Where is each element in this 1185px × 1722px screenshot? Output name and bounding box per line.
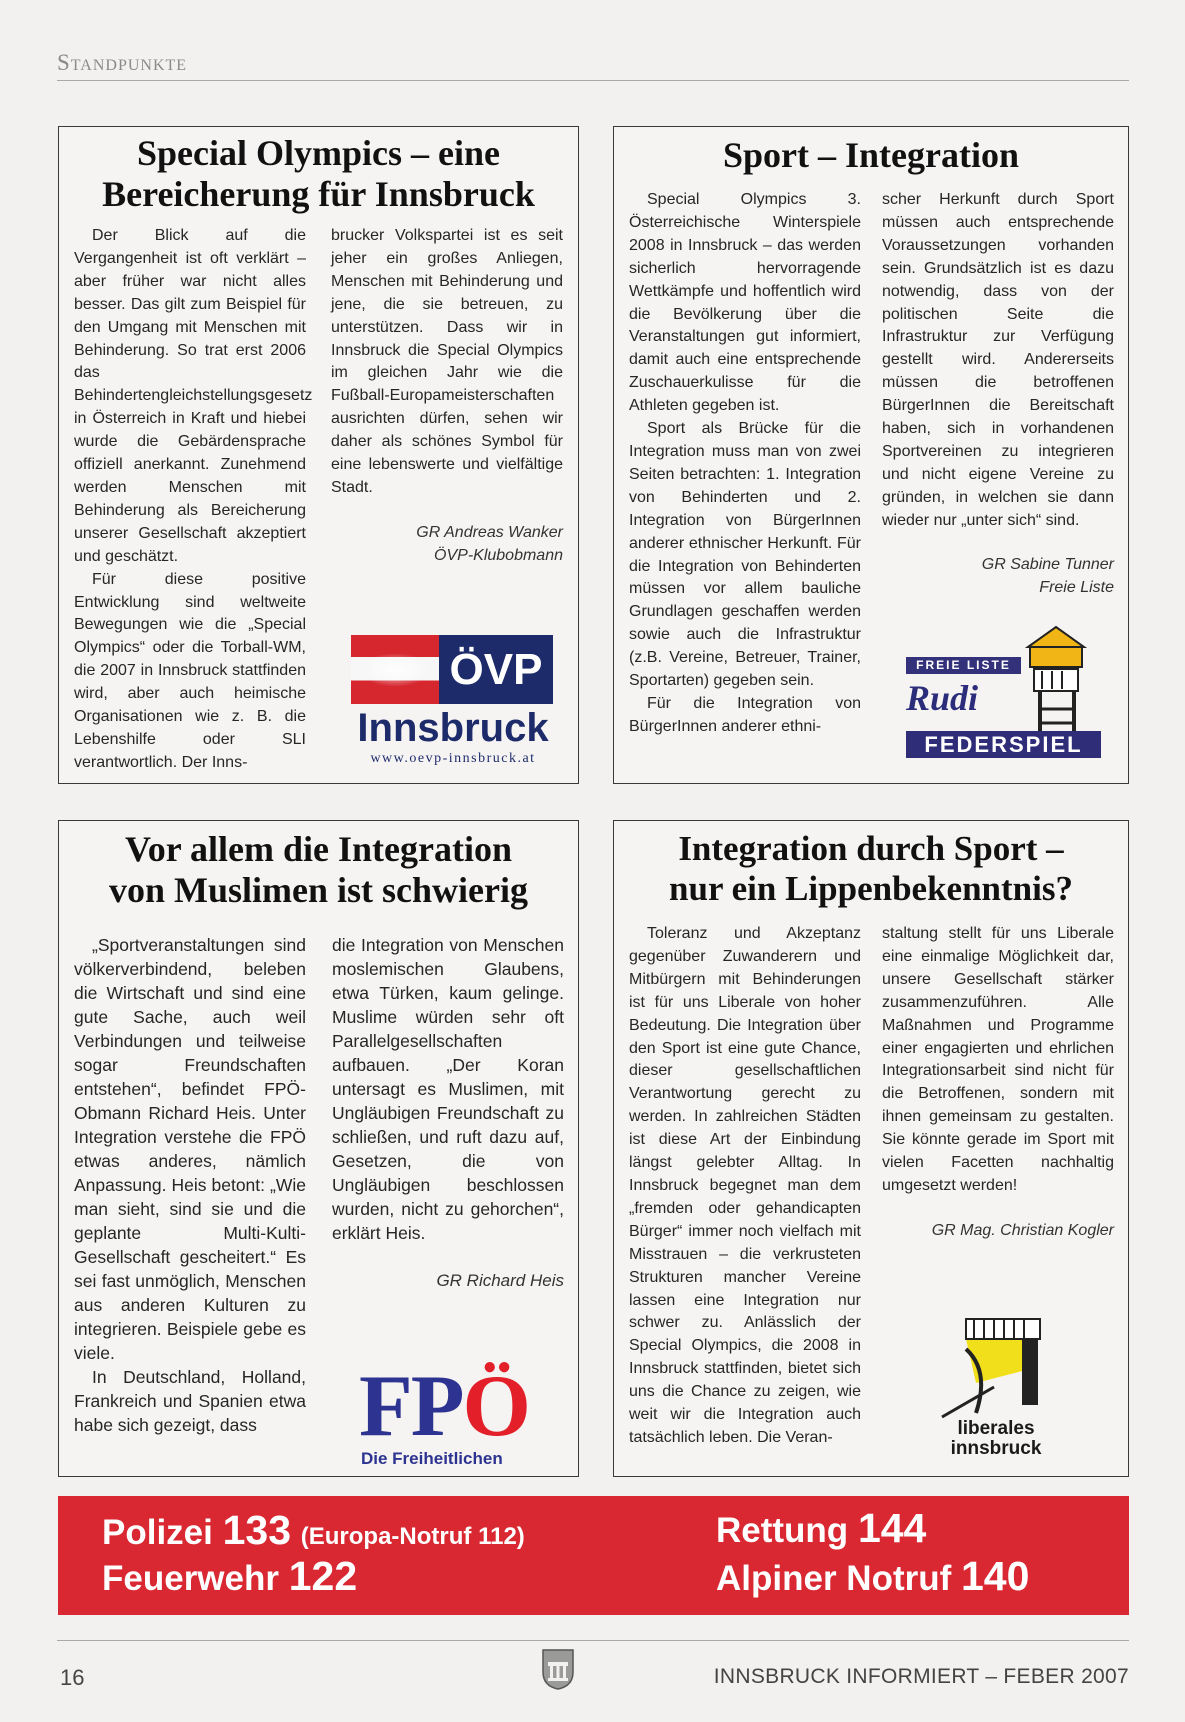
article-freie-liste (613, 126, 1129, 784)
article-fpoe-signature: GR Richard Heis (436, 1271, 564, 1290)
article-liberales-col2: staltung stellt für uns Liberale eine einmalige Möglichkeit dar, unsere Gesellschaft stärker zusammenzuführen. Alle Maßnahmen und Programme einer engagierten und ehrlichen Integrationsarbeit sind nicht für die Betroffenen, sondern mit ihnen gemeinsam zu gestalten. Sie könnte gerade im Sport mit vielen Facetten nachhaltig umgesetzt werden! (882, 925, 1114, 1194)
article-liberales-col1: Toleranz und Akzeptanz gegenüber Zuwanderern und Mitbürgern mit Behinderungen ist für uns Liberale von hoher Bedeutung. Die Integration über den Sport ist eine gute Chance, dieser gesellschaftlichen Verantwortung gerecht zu werden. In zahlreichen Städten ist diese Art der Einbindung längst gelebter Alltag. In Innsbruck begegnet man dem „fremden oder gehandicapten Bürger“ immer noch vielfach mit Misstrauen – die verkrusteten Strukturen mancher Vereine lassen eine Integration nur schwer zu. Anlässlich der Special Olympics, die 2008 in Innsbruck stattfinden, bietet sich uns die Chance zu zeigen, wie weit wir die Integration auch tatsächlich leben. Die Veran- (629, 925, 861, 1446)
article-liberales-title: Integration durch Sport – nur ein Lippenbekenntnis? (669, 829, 1073, 908)
article-liberales-signature: GR Mag. Christian Kogler (931, 1222, 1114, 1239)
article-freie-liste-col1: Special Olympics 3. Österreichische Winterspiele 2008 in Innsbruck – das werden sicherlich hervorragende Wettkämpfe und hoffentlich wird die Bevölkerung über die Veranstaltungen gut informiert, damit auch eine entsprechende Zuschauerkulisse für die Athleten gegeben ist. Sport als Brücke für die Integration muss man von zwei Seiten betrachten: 1. Integration von Behinderten und 2. Integration von BürgerInnen anderer ethnischer Herkunft. Für die Integration von Behinderten müssen vor allem bauliche Grundlagen geschaffen werden sowie auch die Infrastruktur (z.B. Vereine, Betreuer, Trainer, Sportarten) gegeben sein. Für die Integration von BürgerInnen anderer ethni- (629, 191, 861, 735)
article-freie-liste-signature: GR Sabine Tunner Freie Liste (981, 556, 1114, 596)
article-fpoe-col1: „Sportveranstaltungen sind völkerverbindend, beleben die Wirtschaft und sind eine gute Sache, auch weil Verbindungen und teilweise sogar Freundschaften entstehen“, befindet FPÖ-Obmann Richard Heis. Unter Integration verstehe die FPÖ etwas anderes, nämlich Anpassung. Heis betont: „Wie man sieht, sind sie und die geplante Multi-Kulti-Gesellschaft gescheitert.“ Es sei fast unmöglich, Menschen aus anderen Kulturen zu integrieren. Beispiele gebe es viele. In Deutschland, Holland, Frankreich und Spanien etwa habe sich gezeigt, dass (74, 935, 306, 1435)
article-fpoe (58, 820, 579, 1477)
publication-name: INNSBRUCK INFORMIERT – FEBER 2007 (713, 1665, 1129, 1688)
article-freie-liste-title: Sport – Integration (723, 135, 1019, 175)
header-divider (57, 80, 1129, 81)
article-liberales (613, 820, 1129, 1477)
freie-liste-logo: FREIE LISTE Rudi FEDERSPIEL (906, 625, 1106, 765)
fire-number: Feuerwehr 122 (102, 1553, 358, 1599)
article-fpoe-col2: die Integration von Menschen moslemischen Glaubens, etwa Türken, kaum gelinge. Muslime würden sehr oft Parallelgesellschaften aufbauen. „Der Koran untersagt es Muslimen, mit Ungläubigen Freundschaft zu schließen, und ruft dazu auf, Gesetzen, die von Ungläubigen beschlossen wurden, nicht zu gehorchen“, erklärt Heis. (332, 935, 564, 1243)
article-oevp-col1: Der Blick auf die Vergangenheit ist oft verklärt – aber früher war nicht alles besser. Das gilt zum Beispiel für den Umgang mit Menschen mit Behinderung. So trat erst 2006 das Behindertengleichstellungsgesetz in Österreich in Kraft und hiebei wurde die Gebärdensprache offiziell anerkannt. Zunehmend werden Menschen mit Behinderung als Bereicherung unserer Gesellschaft akzeptiert und geschätzt. Für diese positive Entwicklung sind weltweite Bewegungen wie die „Special Olympics“ oder die Torball-WM, die 2007 in Innsbruck stattfinden wird, aber auch heimische Organisationen wie z. B. die Lebenshilfe oder SLI verantwortlich. Der Inns- (74, 227, 313, 771)
signature-rudi: Rudi (906, 678, 979, 718)
section-title: Standpunkte (57, 50, 188, 75)
innsbruck-crest-icon (541, 1648, 575, 1690)
oevp-logo: ÖVP Innsbruck www.oevp-innsbruck.at (351, 635, 555, 771)
rescue-number: Rettung 144 (716, 1505, 927, 1551)
footer-divider (57, 1640, 1129, 1641)
police-number: Polizei 133 (Europa-Notruf 112) (102, 1507, 525, 1553)
article-oevp-col2: brucker Volkspartei ist es seit jeher ein großes Anliegen, Menschen mit Behinderung und jene, die sie betreuen, zu unterstützen. Dass wir in Innsbruck die Special Olympics im gleichen Jahr wie die Fußball-Europameisterschaften ausrichten dürfen, sehen wir daher als schönes Symbol für eine lebenswerte und vielfältige Stadt. (331, 227, 563, 496)
emergency-numbers-banner (58, 1496, 1129, 1615)
article-oevp-title: Special Olympics – eine Bereicherung für Innsbruck (102, 133, 535, 215)
liberales-innsbruck-logo: liberales innsbruck (936, 1291, 1056, 1461)
article-oevp (58, 126, 579, 784)
article-oevp-signature: GR Andreas Wanker ÖVP-Klubobmann (416, 524, 563, 564)
alpine-rescue-number: Alpiner Notruf 140 (716, 1553, 1030, 1599)
austria-flag-icon (351, 635, 443, 704)
page-number: 16 (60, 1665, 85, 1690)
fpoe-logo: FPÖ Die Freiheitlichen (359, 1358, 529, 1468)
article-freie-liste-col2: scher Herkunft durch Sport müssen auch entsprechende Voraussetzungen vorhanden sein. Grundsätzlich ist es dazu notwendig, dass von der politischen Seite die Infrastruktur zur Verfügung gestellt wird. Andererseits müssen die betroffenen BürgerInnen die Bereitschaft haben, sich in vorhandenen Sportvereinen zu integrieren und nicht eigene Vereine zu gründen, in welchen sie dann wieder nur „unter sich“ sind. (882, 191, 1114, 529)
ski-jump-icon (936, 1291, 1056, 1419)
article-fpoe-title: Vor allem die Integration von Muslimen ist schwierig (109, 829, 528, 911)
